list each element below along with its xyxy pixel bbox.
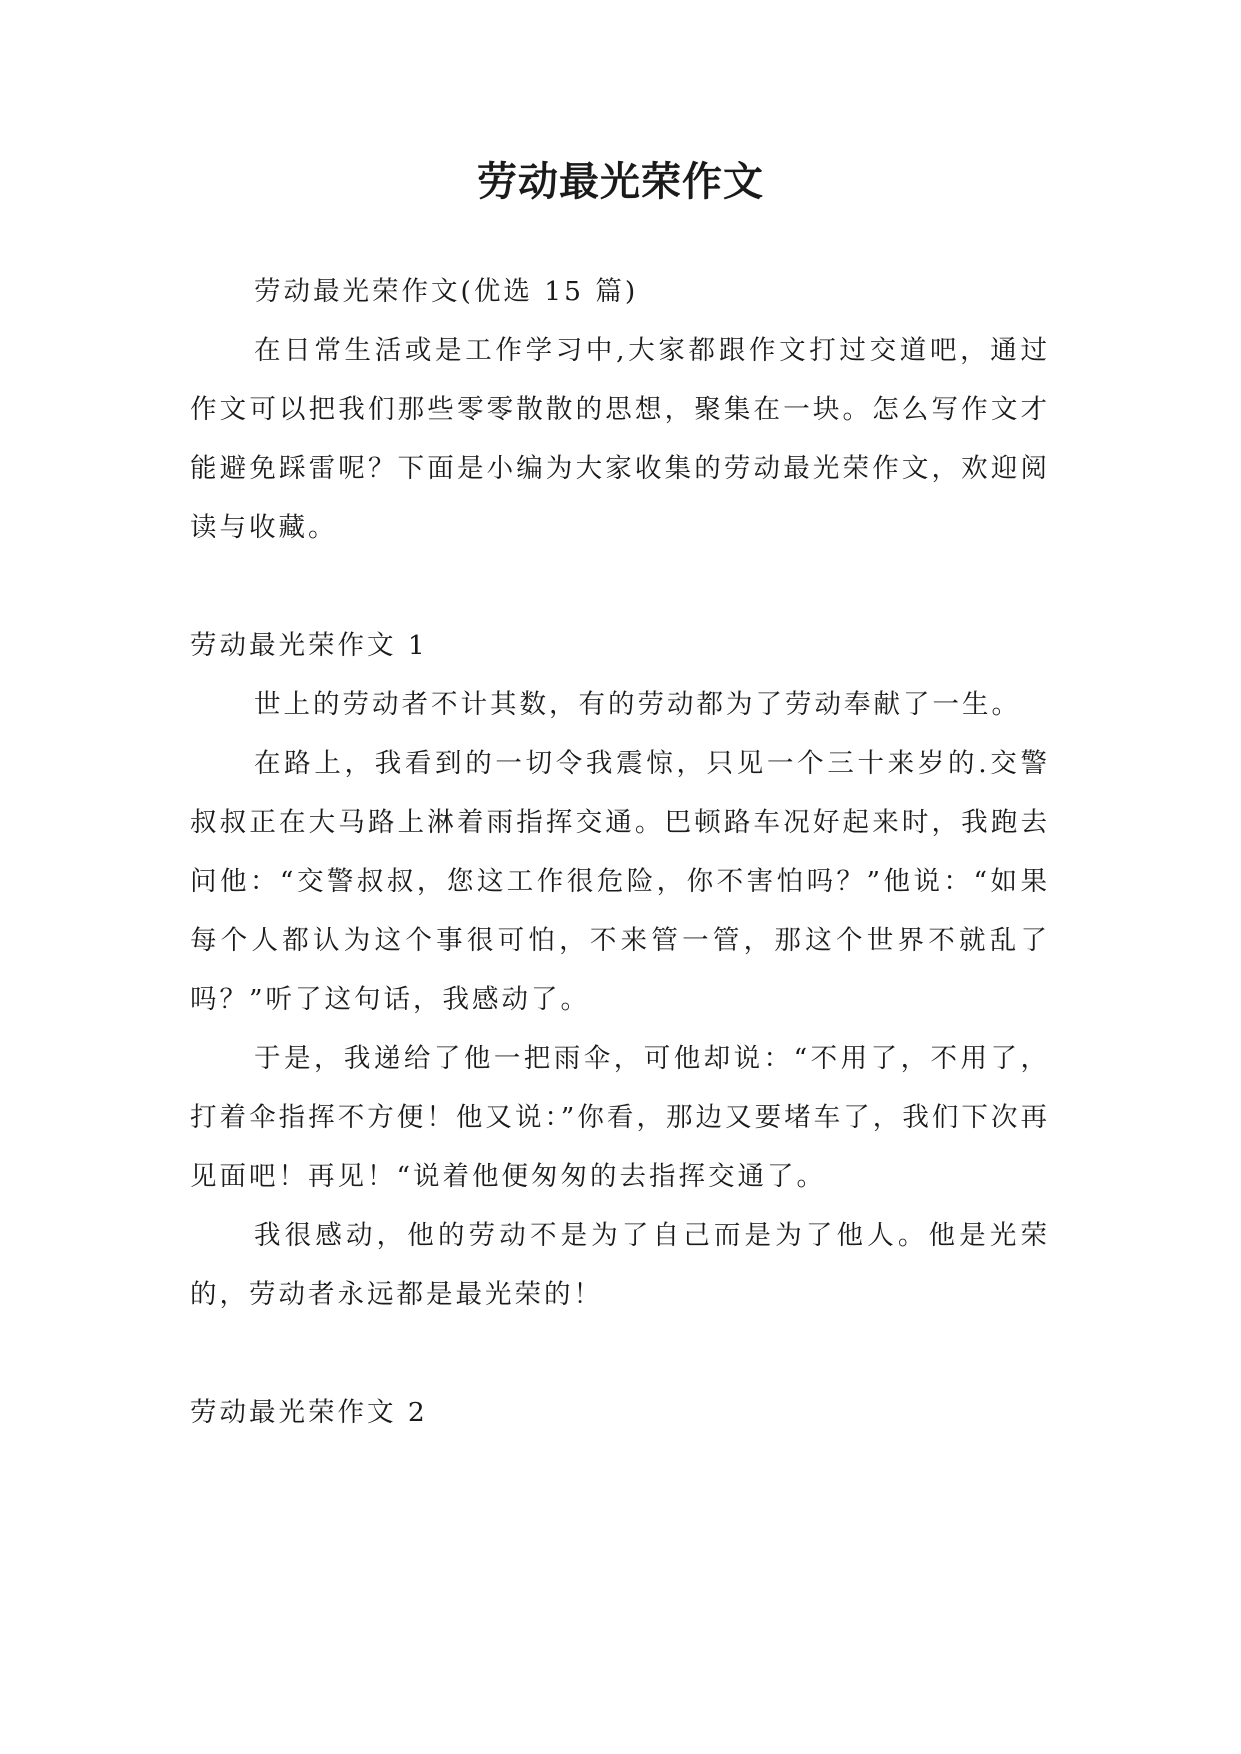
document-title: 劳动最光荣作文 [477, 159, 764, 205]
section-spacer [190, 557, 1050, 616]
section-spacer [190, 1324, 1050, 1383]
body-paragraph: 在路上，我看到的一切令我震惊，只见一个三十来岁的.交警叔叔正在大马路上淋着雨指挥交通。巴顿路车况好起来时，我跑去问他：“交警叔叔，您这工作很危险，你不害怕吗？”他说：“如果每个人都认为这个事很可怕，不来管一管，那这个世界不就乱了吗？”听了这句话，我感动了。 [190, 748, 1050, 1015]
document-body [190, 262, 1050, 1442]
document-subtitle: 劳动最光荣作文(优选 15 篇) [254, 276, 639, 307]
body-paragraph: 于是，我递给了他一把雨伞，可他却说：“不用了，不用了，打着伞指挥不方便！他又说：”你看，那边又要堵车了，我们下次再见面吧！再见！“说着他便匆匆的去指挥交通了。 [190, 1043, 1050, 1192]
intro-paragraph: 在日常生活或是工作学习中,大家都跟作文打过交道吧，通过作文可以把我们那些零零散散的思想，聚集在一块。怎么写作文才能避免踩雷呢？下面是小编为大家收集的劳动最光荣作文，欢迎阅读与收藏。 [190, 335, 1050, 543]
body-paragraph: 世上的劳动者不计其数，有的劳动都为了劳动奉献了一生。 [254, 689, 1021, 720]
section-heading: 劳动最光荣作文 1 [190, 630, 428, 661]
body-paragraph: 我很感动，他的劳动不是为了自己而是为了他人。他是光荣的，劳动者永远都是最光荣的！ [190, 1220, 1050, 1310]
section-heading: 劳动最光荣作文 2 [190, 1397, 428, 1428]
